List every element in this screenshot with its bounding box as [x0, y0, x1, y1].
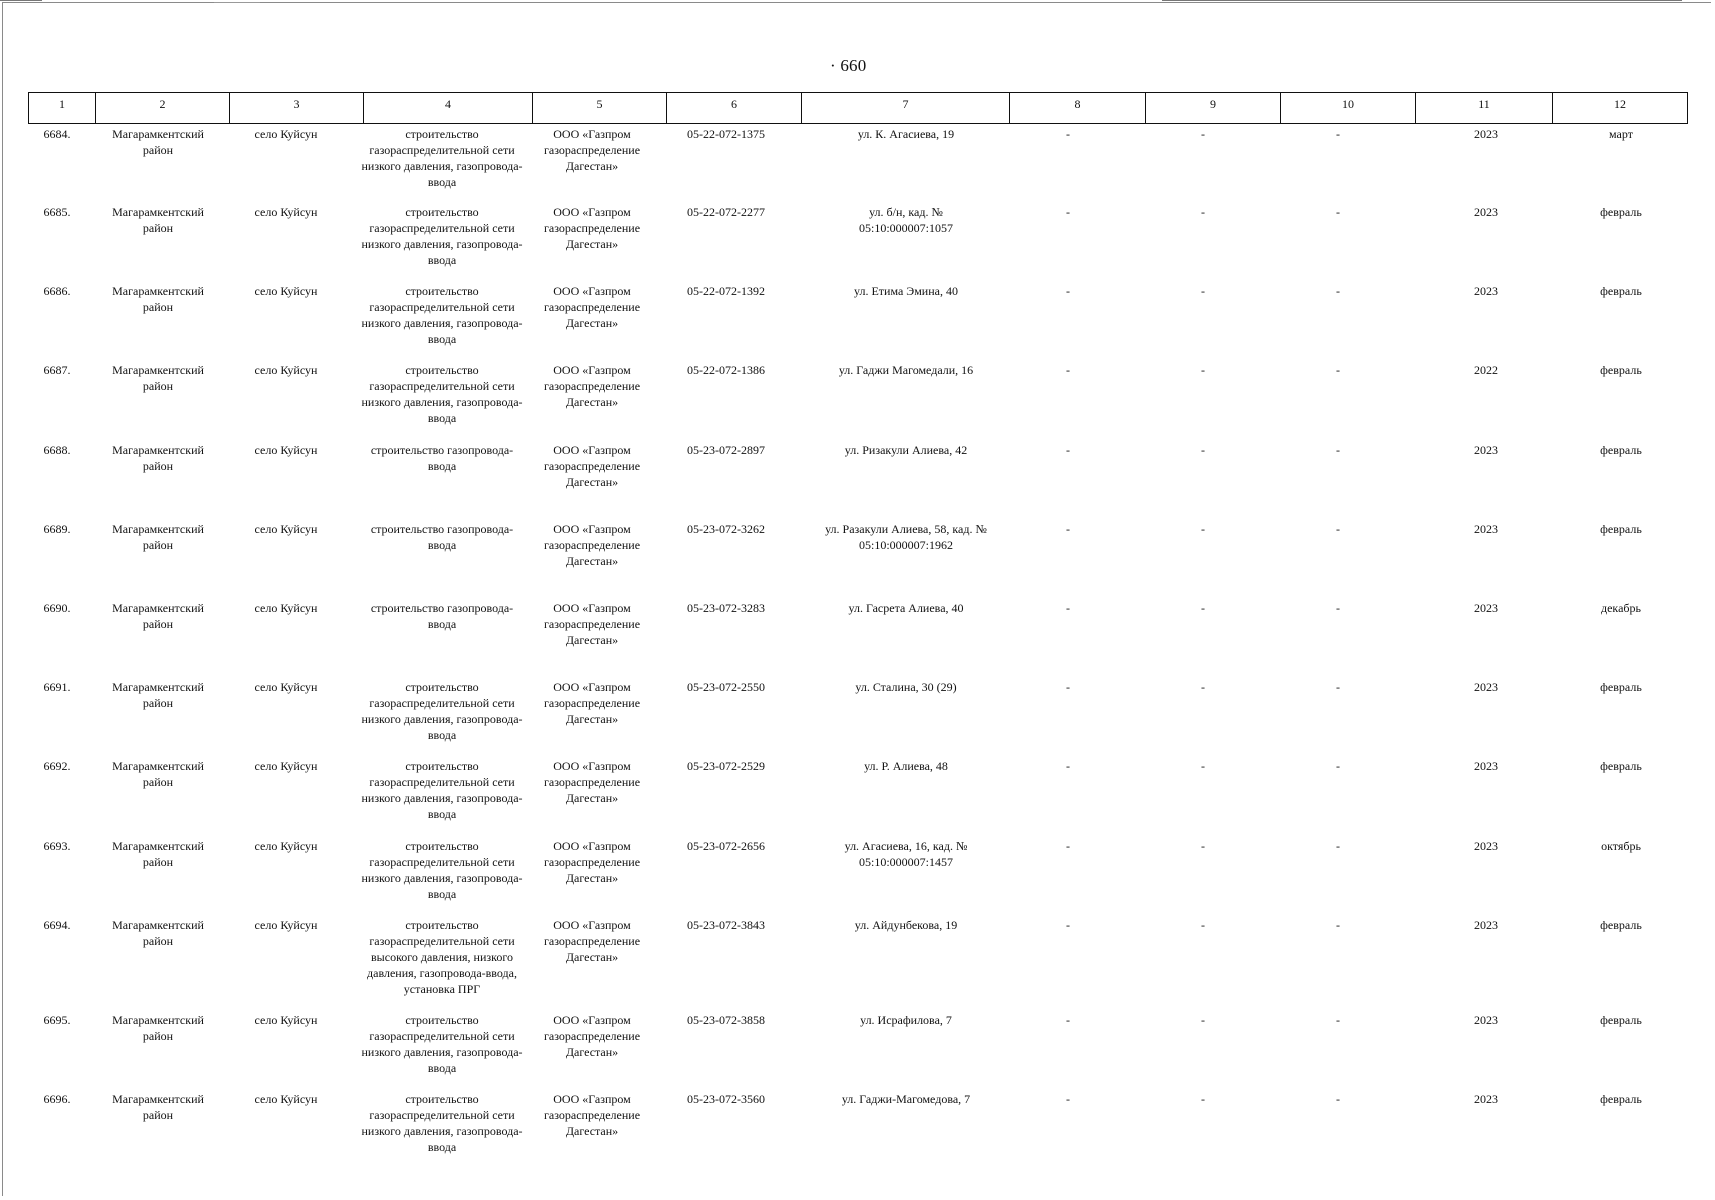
work-description: строительство газораспределительной сети низкого давления, газопровода-ввода [361, 839, 523, 901]
address: ул. Исрафилова, 7 [860, 1013, 952, 1027]
col-9-value: - [1201, 363, 1205, 377]
header-col-6: 6 [666, 93, 801, 123]
work-description: строительство газопровода-ввода [370, 443, 514, 473]
month: февраль [1600, 1013, 1642, 1027]
organization: ООО «Газпром газораспределение Дагестан» [543, 205, 641, 251]
col-8-value: - [1066, 127, 1070, 141]
district: Магарамкентский район [112, 680, 204, 710]
work-description: строительство газораспределительной сети низкого давления, газопровода-ввода [361, 363, 523, 425]
application-code: 05-22-072-2277 [687, 205, 765, 219]
row-number: 6685. [43, 205, 71, 219]
col-9-value: - [1201, 205, 1205, 219]
header-col-9: 9 [1145, 93, 1280, 123]
row-number: 6692. [43, 759, 71, 773]
application-code: 05-22-072-1375 [687, 127, 765, 141]
application-code: 05-22-072-1386 [687, 363, 765, 377]
row-number: 6686. [43, 284, 71, 298]
col-8-value: - [1066, 759, 1070, 773]
application-code: 05-23-072-2550 [687, 680, 765, 694]
row-number: 6695. [43, 1013, 71, 1027]
col-9-value: - [1201, 1092, 1205, 1106]
application-code: 05-23-072-3843 [687, 918, 765, 932]
settlement: село Куйсун [254, 601, 318, 615]
year: 2023 [1474, 759, 1498, 773]
year: 2023 [1474, 680, 1498, 694]
work-description: строительство газопровода-ввода [370, 601, 514, 631]
district: Магарамкентский район [112, 205, 204, 235]
address: ул. Гаджи-Магомедова, 7 [841, 1092, 971, 1106]
page-number-value: 660 [840, 56, 867, 75]
header-col-2: 2 [95, 93, 229, 123]
work-description: строительство газораспределительной сети низкого давления, газопровода-ввода [361, 127, 523, 189]
address: ул. Р. Алиева, 48 [864, 759, 948, 773]
col-8-value: - [1066, 1013, 1070, 1027]
application-code: 05-23-072-3262 [687, 522, 765, 536]
row-number: 6694. [43, 918, 71, 932]
col-10-value: - [1336, 284, 1340, 298]
organization: ООО «Газпром газораспределение Дагестан» [543, 443, 641, 489]
col-10-value: - [1336, 522, 1340, 536]
col-10-value: - [1336, 918, 1340, 932]
application-code: 05-23-072-2529 [687, 759, 765, 773]
settlement: село Куйсун [254, 1092, 318, 1106]
month: февраль [1600, 1092, 1642, 1106]
district: Магарамкентский район [112, 1013, 204, 1043]
row-number: 6689. [43, 522, 71, 536]
col-9-value: - [1201, 443, 1205, 457]
col-9-value: - [1201, 127, 1205, 141]
col-8-value: - [1066, 839, 1070, 853]
district: Магарамкентский район [112, 601, 204, 631]
row-number: 6696. [43, 1092, 71, 1106]
row-number: 6684. [43, 127, 71, 141]
col-8-value: - [1066, 205, 1070, 219]
organization: ООО «Газпром газораспределение Дагестан» [543, 127, 641, 173]
work-description: строительство газораспределительной сети низкого давления, газопровода-ввода [361, 205, 523, 267]
organization: ООО «Газпром газораспределение Дагестан» [543, 363, 641, 409]
district: Магарамкентский район [112, 1092, 204, 1122]
header-col-4: 4 [363, 93, 532, 123]
col-9-value: - [1201, 759, 1205, 773]
work-description: строительство газораспределительной сети низкого давления, газопровода-ввода [361, 1013, 523, 1075]
district: Магарамкентский район [112, 443, 204, 473]
address: ул. Айдунбекова, 19 [854, 918, 958, 932]
application-code: 05-23-072-3858 [687, 1013, 765, 1027]
year: 2023 [1474, 443, 1498, 457]
organization: ООО «Газпром газораспределение Дагестан» [543, 1092, 641, 1138]
col-9-value: - [1201, 839, 1205, 853]
district: Магарамкентский район [112, 127, 204, 157]
settlement: село Куйсун [254, 284, 318, 298]
month: февраль [1600, 522, 1642, 536]
header-col-7: 7 [801, 93, 1009, 123]
col-9-value: - [1201, 522, 1205, 536]
work-description: строительство газопровода-ввода [370, 522, 514, 552]
col-8-value: - [1066, 1092, 1070, 1106]
address: ул. Гаджи Магомедали, 16 [838, 363, 974, 377]
address: ул. б/н, кад. № 05:10:000007:1057 [858, 205, 953, 235]
month: февраль [1600, 680, 1642, 694]
month: октябрь [1601, 839, 1641, 853]
col-10-value: - [1336, 205, 1340, 219]
application-code: 05-23-072-3283 [687, 601, 765, 615]
address: ул. К. Агасиева, 19 [857, 127, 955, 141]
settlement: село Куйсун [254, 1013, 318, 1027]
col-10-value: - [1336, 680, 1340, 694]
application-code: 05-22-072-1392 [687, 284, 765, 298]
col-8-value: - [1066, 680, 1070, 694]
year: 2023 [1474, 1092, 1498, 1106]
header-col-11: 11 [1415, 93, 1552, 123]
settlement: село Куйсун [254, 363, 318, 377]
header-col-10: 10 [1280, 93, 1415, 123]
district: Магарамкентский район [112, 363, 204, 393]
col-10-value: - [1336, 443, 1340, 457]
organization: ООО «Газпром газораспределение Дагестан» [543, 522, 641, 568]
col-9-value: - [1201, 680, 1205, 694]
year: 2023 [1474, 127, 1498, 141]
year: 2023 [1474, 918, 1498, 932]
row-number: 6690. [43, 601, 71, 615]
organization: ООО «Газпром газораспределение Дагестан» [543, 759, 641, 805]
settlement: село Куйсун [254, 127, 318, 141]
district: Магарамкентский район [112, 522, 204, 552]
col-8-value: - [1066, 363, 1070, 377]
month: февраль [1600, 759, 1642, 773]
scan-artifact-top-right [1162, 0, 1682, 1]
col-9-value: - [1201, 284, 1205, 298]
work-description: строительство газораспределительной сети низкого давления, газопровода-ввода [361, 284, 523, 346]
col-10-value: - [1336, 1013, 1340, 1027]
scan-artifact-top-mid [214, 2, 260, 3]
col-8-value: - [1066, 601, 1070, 615]
settlement: село Куйсун [254, 918, 318, 932]
address: ул. Агасиева, 16, кад. № 05:10:000007:1457 [844, 839, 968, 869]
application-code: 05-23-072-2656 [687, 839, 765, 853]
organization: ООО «Газпром газораспределение Дагестан» [543, 601, 641, 647]
header-col-12: 12 [1552, 93, 1688, 123]
col-8-value: - [1066, 284, 1070, 298]
month: март [1609, 127, 1633, 141]
organization: ООО «Газпром газораспределение Дагестан» [543, 284, 641, 330]
work-description: строительство газораспределительной сети низкого давления, газопровода-ввода [361, 680, 523, 742]
col-8-value: - [1066, 443, 1070, 457]
col-10-value: - [1336, 759, 1340, 773]
year: 2023 [1474, 522, 1498, 536]
address: ул. Разакули Алиева, 58, кад. № 05:10:000007:1962 [825, 522, 987, 552]
col-8-value: - [1066, 918, 1070, 932]
settlement: село Куйсун [254, 205, 318, 219]
work-description: строительство газораспределительной сети низкого давления, газопровода-ввода [361, 759, 523, 821]
row-number: 6687. [43, 363, 71, 377]
year: 2023 [1474, 284, 1498, 298]
organization: ООО «Газпром газораспределение Дагестан» [543, 680, 641, 726]
month: декабрь [1601, 601, 1641, 615]
row-number: 6688. [43, 443, 71, 457]
settlement: село Куйсун [254, 759, 318, 773]
organization: ООО «Газпром газораспределение Дагестан» [543, 1013, 641, 1059]
col-10-value: - [1336, 839, 1340, 853]
year: 2023 [1474, 839, 1498, 853]
work-description: строительство газораспределительной сети низкого давления, газопровода-ввода [361, 1092, 523, 1154]
year: 2023 [1474, 601, 1498, 615]
year: 2023 [1474, 1013, 1498, 1027]
table-header [28, 92, 1688, 124]
application-code: 05-23-072-3560 [687, 1092, 765, 1106]
header-col-5: 5 [532, 93, 666, 123]
col-10-value: - [1336, 1092, 1340, 1106]
district: Магарамкентский район [112, 759, 204, 789]
address: ул. Етима Эмина, 40 [854, 284, 958, 298]
district: Магарамкентский район [112, 918, 204, 948]
address: ул. Ризакули Алиева, 42 [844, 443, 968, 457]
col-10-value: - [1336, 601, 1340, 615]
month: февраль [1600, 205, 1642, 219]
header-col-1: 1 [28, 93, 95, 123]
settlement: село Куйсун [254, 680, 318, 694]
year: 2022 [1474, 363, 1498, 377]
month: февраль [1600, 284, 1642, 298]
page-number: · 660 [830, 56, 867, 75]
col-9-value: - [1201, 601, 1205, 615]
settlement: село Куйсун [254, 443, 318, 457]
district: Магарамкентский район [112, 839, 204, 869]
settlement: село Куйсун [254, 522, 318, 536]
work-description: строительство газораспределительной сети высокого давления, низкого давления, газопровода-ввода, установка ПРГ [367, 918, 517, 996]
month: февраль [1600, 363, 1642, 377]
header-col-3: 3 [229, 93, 363, 123]
col-9-value: - [1201, 1013, 1205, 1027]
district: Магарамкентский район [112, 284, 204, 314]
col-10-value: - [1336, 363, 1340, 377]
row-number: 6691. [43, 680, 71, 694]
col-9-value: - [1201, 918, 1205, 932]
scan-artifact-top-left [0, 0, 42, 1]
application-code: 05-23-072-2897 [687, 443, 765, 457]
year: 2023 [1474, 205, 1498, 219]
month: февраль [1600, 443, 1642, 457]
settlement: село Куйсун [254, 839, 318, 853]
col-10-value: - [1336, 127, 1340, 141]
col-8-value: - [1066, 522, 1070, 536]
address: ул. Гасрета Алиева, 40 [848, 601, 964, 615]
organization: ООО «Газпром газораспределение Дагестан» [543, 918, 641, 964]
month: февраль [1600, 918, 1642, 932]
row-number: 6693. [43, 839, 71, 853]
address: ул. Сталина, 30 (29) [855, 680, 957, 694]
organization: ООО «Газпром газораспределение Дагестан» [543, 839, 641, 885]
header-col-8: 8 [1009, 93, 1145, 123]
